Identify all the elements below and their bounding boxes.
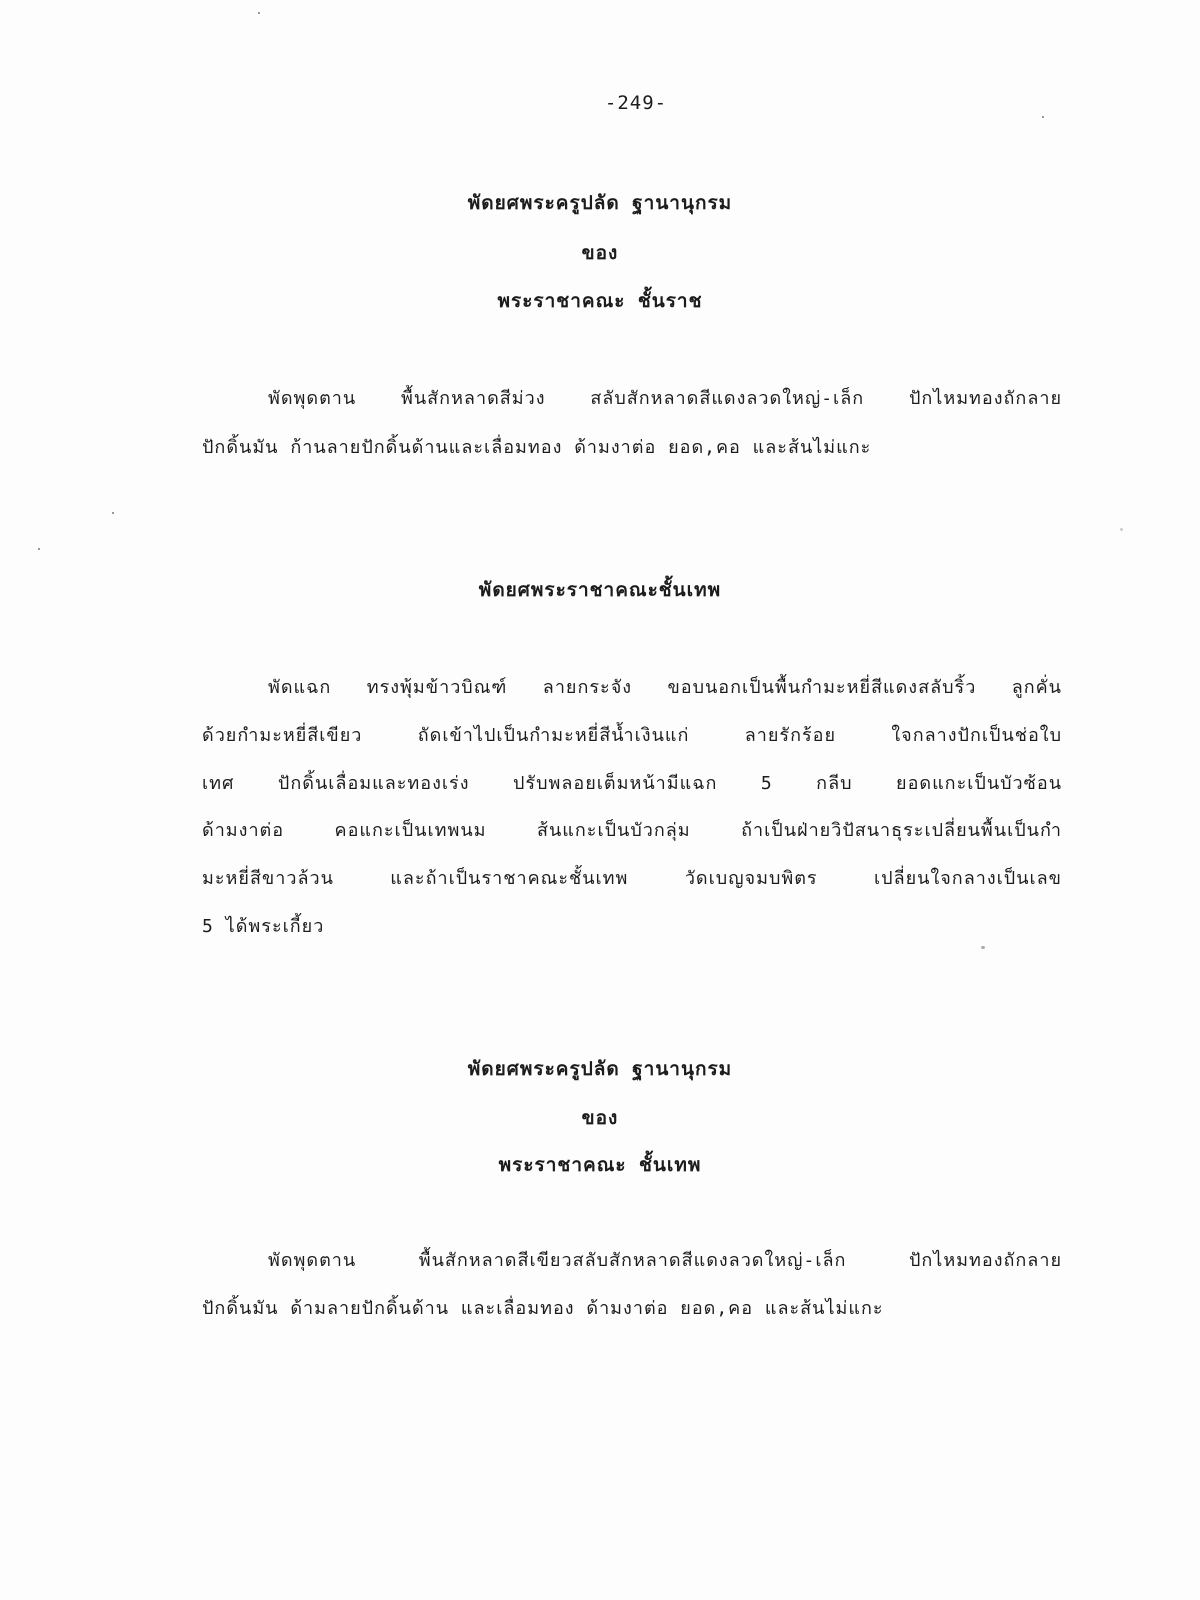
section-2-paragraph-line-4: ด้ามงาต่อ คอแกะเป็นเทพนม ส้นแกะเป็นบัวกลุ่ม ถ้าเป็นฝ่ายวิปัสนาธุระเปลี่ยนพื้นเป็นกำ [202, 820, 1062, 841]
scan-speck [1042, 116, 1044, 118]
scan-speck [38, 548, 40, 550]
scan-speck [981, 946, 985, 949]
section-3-heading-line-3: พระราชาคณะ ชั้นเทพ [498, 1154, 702, 1176]
section-2-paragraph-line-1: พัดแฉก ทรงพุ้มข้าวบิณฑ์ ลายกระจัง ขอบนอกเป็นพื้นกำมะหยี่สีแดงสลับริ้ว ลูกคั่น [268, 677, 1062, 698]
section-1-paragraph-line-1: พัดพุดตาน พื้นสักหลาดสีม่วง สลับสักหลาดสีแดงลวดใหญ่-เล็ก ปักไหมทองถักลาย [268, 388, 1062, 409]
section-3-paragraph-line-2: ปักดิ้นมัน ด้ามลายปักดิ้นด้าน และเลื่อมทอง ด้ามงาต่อ ยอด,คอ และส้นไม่แกะ [202, 1298, 884, 1319]
section-3-heading-line-2: ของ [581, 1107, 619, 1129]
section-1-heading-line-3: พระราชาคณะ ชั้นราช [497, 290, 703, 312]
page-number: -249- [604, 92, 668, 114]
section-2-paragraph-line-3: เทศ ปักดิ้นเลื่อมและทองเร่ง ปรับพลอยเต็มหน้ามีแฉก 5 กลีบ ยอดแกะเป็นบัวซ้อน [202, 773, 1062, 794]
section-3-paragraph-line-1: พัดพุดตาน พื้นสักหลาดสีเขียวสลับสักหลาดสีแดงลวดใหญ่-เล็ก ปักไหมทองถักลาย [268, 1250, 1062, 1271]
section-2-paragraph-line-6: 5 ได้พระเกี้ยว [202, 916, 325, 937]
scan-speck [112, 512, 114, 514]
section-1-heading-line-1: พัดยศพระครูปลัด ฐานานุกรม [467, 192, 733, 214]
section-3-heading-line-1: พัดยศพระครูปลัด ฐานานุกรม [467, 1058, 733, 1080]
scan-speck [258, 12, 260, 14]
section-2-paragraph-line-2: ด้วยกำมะหยี่สีเขียว ถัดเข้าไปเป็นกำมะหยี่สีน้ำเงินแก่ ลายรักร้อย ใจกลางปักเป็นช่อใบ [202, 725, 1062, 746]
section-1-paragraph-line-2: ปักดิ้นมัน ก้านลายปักดิ้นด้านและเลื่อมทอง ด้ามงาต่อ ยอด,คอ และส้นไม่แกะ [202, 437, 872, 458]
section-2-heading: พัดยศพระราชาคณะชั้นเทพ [478, 579, 722, 601]
scan-speck [1120, 528, 1123, 531]
section-1-heading-line-2: ของ [581, 242, 619, 264]
section-2-paragraph-line-5: มะหยี่สีขาวล้วน และถ้าเป็นราชาคณะชั้นเทพ วัดเบญจมบพิตร เปลี่ยนใจกลางเป็นเลข [202, 868, 1062, 889]
